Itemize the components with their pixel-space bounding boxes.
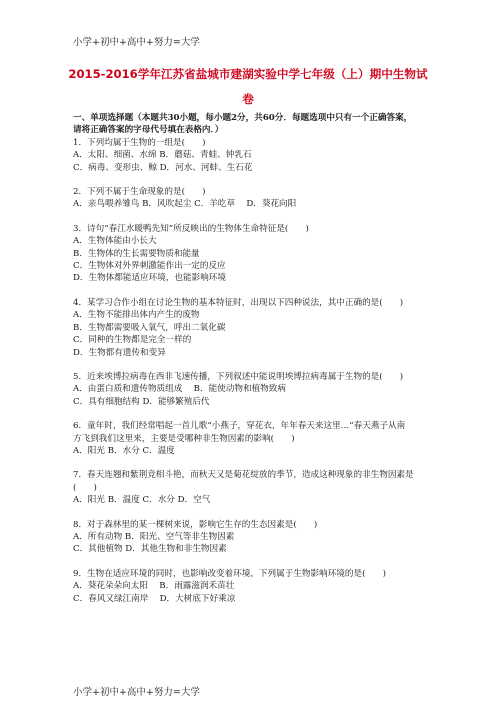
instructions-line-2: 请将正确答案的字母代号填在表格内．） (73, 125, 224, 136)
option-line: A．阳光 B．温度 C．水分 D．空气 (73, 495, 211, 506)
question-4 (73, 297, 433, 359)
question-text: 1．下列均属于生物的一组是( ) (73, 137, 206, 148)
document-title (62, 62, 434, 112)
question-text: 2．下列不属于生命现象的是( ) (73, 187, 206, 198)
question-text: 4．某学习合作小组在讨论生物的基本特征时，出现以下四种说法，其中正确的是( ) (73, 297, 404, 308)
option-line: C．具有细胞结构 D．能够繁殖后代 (73, 396, 210, 407)
question-1 (73, 137, 433, 174)
option-line: D．生物体都能适应环境，也能影响环境 (73, 273, 226, 284)
page-header: 小学+初中+高中+努力=大学 (73, 37, 200, 48)
option-line: C．病毒、变形虫、鲸 D．河水、河蚌、生石花 (73, 162, 253, 173)
option-line: A．由蛋白质和遗传物质组成 B．能使动物和植物致病 (73, 384, 286, 395)
title-line-2: 卷 (242, 92, 254, 106)
option-line: C．其他植物 D．其他生物和非生物因素 (73, 544, 227, 555)
question-text: 5．近来埃博拉病毒在西非飞速传播，下列叙述中能说明埃博拉病毒属于生物的是( ) (73, 371, 404, 382)
question-text: 3．诗句“春江水暖鸭先知”所反映出的生物体生命特征是( ) (73, 223, 309, 234)
title-line-1: 2015-2016学年江苏省盐城市建湖实验中学七年级（上）期中生物试 (68, 67, 428, 81)
exam-content (73, 112, 433, 605)
option-line: D．生物都有遗传和变异 (73, 347, 166, 358)
option-line: A．阳光 B．水分 C．温度 (73, 445, 175, 456)
option-line: A．生物不能排出体内产生的废物 (73, 310, 200, 321)
option-line: C．春风又绿江南岸 D．大树底下好乘凉 (73, 593, 236, 604)
question-7 (73, 469, 433, 506)
question-text-continued: ( ) (73, 482, 97, 493)
question-3 (73, 223, 433, 285)
question-text: 6．童年时，我们经常唱起一首儿歌“小燕子，穿花衣，年年春天来这里…”春天燕子从南 (73, 421, 406, 432)
question-text: 7．春天连翘和紫荆竞相斗艳，而秋天又是菊花绽放的季节，造成这种现象的非生物因素是 (73, 470, 414, 481)
option-line: C．生物体对外界刺激能作出一定的反应 (73, 261, 226, 272)
question-5 (73, 371, 433, 408)
option-line: A．葵花朵朵向太阳 B．雨露滋润禾苗壮 (73, 581, 235, 592)
option-line: B．生物都需要吸入氧气，呼出二氧化碳 (73, 322, 226, 333)
instructions-line-1: 一、单项选择题（本题共30小题，每小题2分，共60分．每题选项中只有一个正确答案， (73, 113, 413, 123)
option-line: B．生物体的生长需要物质和能量 (73, 248, 200, 259)
question-2 (73, 186, 433, 211)
question-text: 8．对于森林里的某一棵树来说，影响它生存的生态因素是( ) (73, 519, 318, 530)
question-8 (73, 519, 433, 556)
question-6 (73, 420, 433, 457)
option-line: A．亲鸟喂养雏鸟 B．风吹起尘 C．羊吃草 D．葵花向阳 (73, 199, 297, 210)
question-text: 9．生物在适应环境的同时，也影响改变着环境，下列属于生物影响环境的是( ) (73, 568, 386, 579)
option-line: C．同种的生物都是完全一样的 (73, 335, 192, 346)
option-line: A．生物体能由小长大 (73, 236, 157, 247)
question-9 (73, 568, 433, 605)
option-line: A．太阳、细菌、水绵 B．蘑菇、青蛙、钟乳石 (73, 150, 252, 161)
page-footer: 小学+初中+高中+努力=大学 (73, 687, 200, 698)
question-text-continued: 方飞到我们这里来，主要是受哪种非生物因素的影响( ) (73, 433, 295, 444)
option-line: A．所有动物 B．阳光、空气等非生物因素 (73, 531, 235, 542)
